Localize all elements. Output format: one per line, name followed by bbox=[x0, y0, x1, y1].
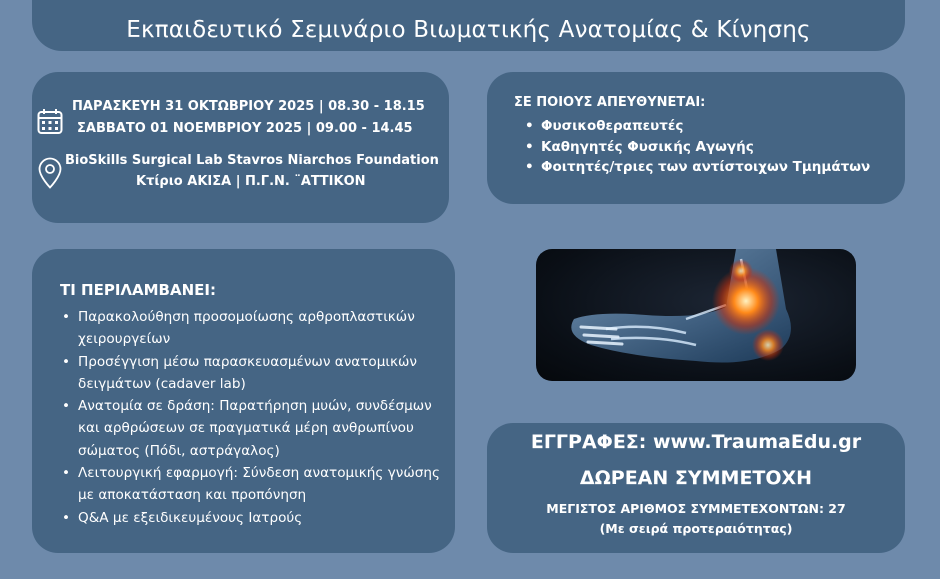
schedule-day2: ΣΑΒΒΑΤΟ 01 ΝΟΕΜΒΡΙΟΥ 2025 | 09.00 - 14.45 bbox=[77, 121, 413, 136]
title-banner bbox=[32, 0, 905, 51]
list-item: • Παρακολούθηση προσομοίωσης αρθροπλαστικών χειρουργείων bbox=[60, 306, 450, 351]
calendar-icon bbox=[37, 108, 63, 135]
audience-list bbox=[523, 116, 870, 178]
location-pin-icon bbox=[38, 157, 62, 189]
foot-xray-image bbox=[536, 249, 856, 381]
includes-list bbox=[60, 306, 450, 529]
audience-panel bbox=[487, 72, 905, 204]
location-venue: BioSkills Surgical Lab Stavros Niarchos Foundation bbox=[65, 153, 439, 168]
list-item: • Φοιτητές/τριες των αντίστοιχων Τμημάτων bbox=[523, 157, 870, 178]
list-item: • Q&A με εξειδικευμένους Ιατρούς bbox=[60, 507, 450, 529]
priority-note: (Με σειρά προτεραιότητας) bbox=[599, 521, 793, 536]
free-participation-text: ΔΩΡΕΑΝ ΣΥΜΜΕΤΟΧΗ bbox=[579, 467, 813, 489]
includes-panel bbox=[32, 249, 455, 553]
list-item: • Λειτουργική εφαρμογή: Σύνδεση ανατομικής γνώσης με αποκατάσταση και προπόνηση bbox=[60, 462, 450, 507]
registration-panel bbox=[487, 423, 905, 553]
list-item: • Φυσικοθεραπευτές bbox=[523, 116, 870, 137]
list-item: • Καθηγητές Φυσικής Αγωγής bbox=[523, 137, 870, 158]
page-title: Εκπαιδευτικό Σεμινάριο Βιωματικής Ανατομίας & Κίνησης bbox=[126, 17, 811, 43]
foot-illustration bbox=[536, 249, 856, 381]
list-item: • Ανατομία σε δράση: Παρατήρηση μυών, συνδέσμων και αρθρώσεων σε πραγματικά μέρη ανθρωπίνου σώματος (Πόδι, αστράγαλος) bbox=[60, 395, 450, 462]
schedule-day1: ΠΑΡΑΣΚΕΥΗ 31 ΟΚΤΩΒΡΙΟΥ 2025 | 08.30 - 18.15 bbox=[72, 99, 425, 114]
location-building: Κτίριο ΑΚΙΣΑ | Π.Γ.Ν. ¨ΑΤΤΙΚΟΝ bbox=[136, 174, 366, 189]
schedule-panel bbox=[32, 72, 449, 223]
max-participants-text: ΜΕΓΙΣΤΟΣ ΑΡΙΘΜΟΣ ΣΥΜΜΕΤΕΧΟΝΤΩΝ: 27 bbox=[546, 501, 846, 516]
includes-heading: ΤΙ ΠΕΡΙΛΑΜΒΑΝΕΙ: bbox=[60, 281, 216, 299]
audience-heading: ΣΕ ΠΟΙΟΥΣ ΑΠΕΥΘΥΝΕΤΑΙ: bbox=[514, 95, 706, 110]
registration-link-text: ΕΓΓΡΑΦΕΣ: www.TraumaEdu.gr bbox=[530, 431, 862, 453]
list-item: • Προσέγγιση μέσω παρασκευασμένων ανατομικών δειγμάτων (cadaver lab) bbox=[60, 351, 450, 396]
